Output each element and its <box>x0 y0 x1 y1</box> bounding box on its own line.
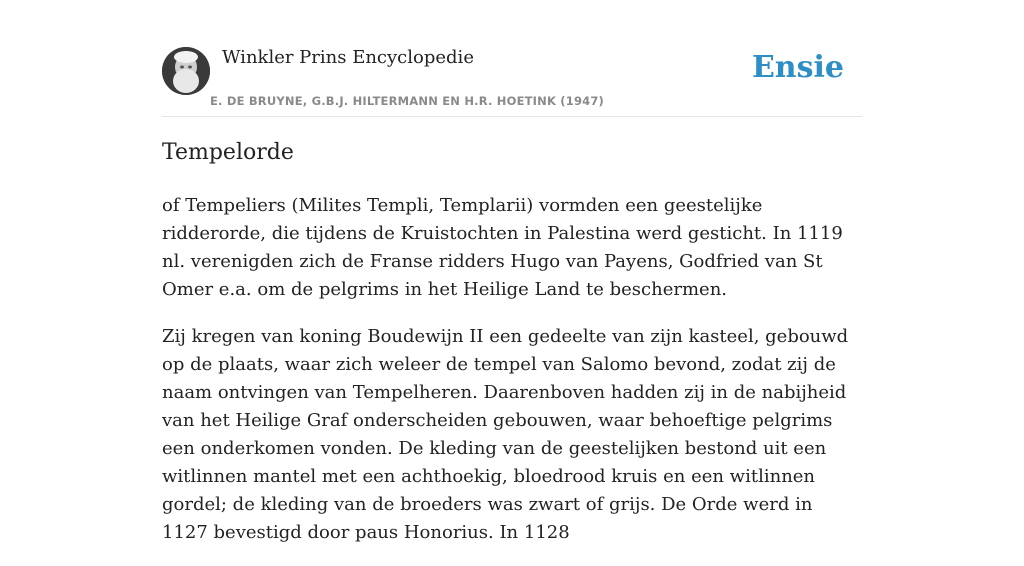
author-avatar[interactable] <box>162 47 210 95</box>
source-authors: E. DE BRUYNE, G.B.J. HILTERMANN EN H.R. HOETINK (1947) <box>210 94 605 108</box>
ensie-logo[interactable]: Ensie <box>751 50 844 85</box>
source-title[interactable]: Winkler Prins Encyclopedie <box>222 47 474 68</box>
article-body <box>162 192 862 566</box>
article-paragraph: Zij kregen van koning Boudewijn II een gedeelte van zijn kasteel, gebouwd op de plaats, waar zich weleer de tempel van Salomo bevond, zodat zij de naam ontvingen van Tempelheren. Daarenboven hadden zij in de nabijheid van het Heilige Graf onderscheiden gebouwen, waar behoeftige pelgrims een onderkomen vonden. De kleding van de geestelijken bestond uit een witlinnen mantel met een achthoekig, bloedrood kruis en een witlinnen gordel; de kleding van de broeders was zwart of grijs. De Orde werd in 1127 bevestigd door paus Honorius. In 1128 <box>162 326 849 543</box>
page-title: Tempelorde <box>162 140 294 165</box>
article-paragraph: of Tempeliers (Milites Templi, Templarii) vormden een geestelijke ridderorde, die tijdens de Kruistochten in Palestina werd gesticht. In 1119 nl. verenigden zich de Franse ridders Hugo van Payens, Godfried van St Omer e.a. om de pelgrims in het Heilige Land te beschermen. <box>162 195 843 300</box>
article-header <box>162 45 862 117</box>
